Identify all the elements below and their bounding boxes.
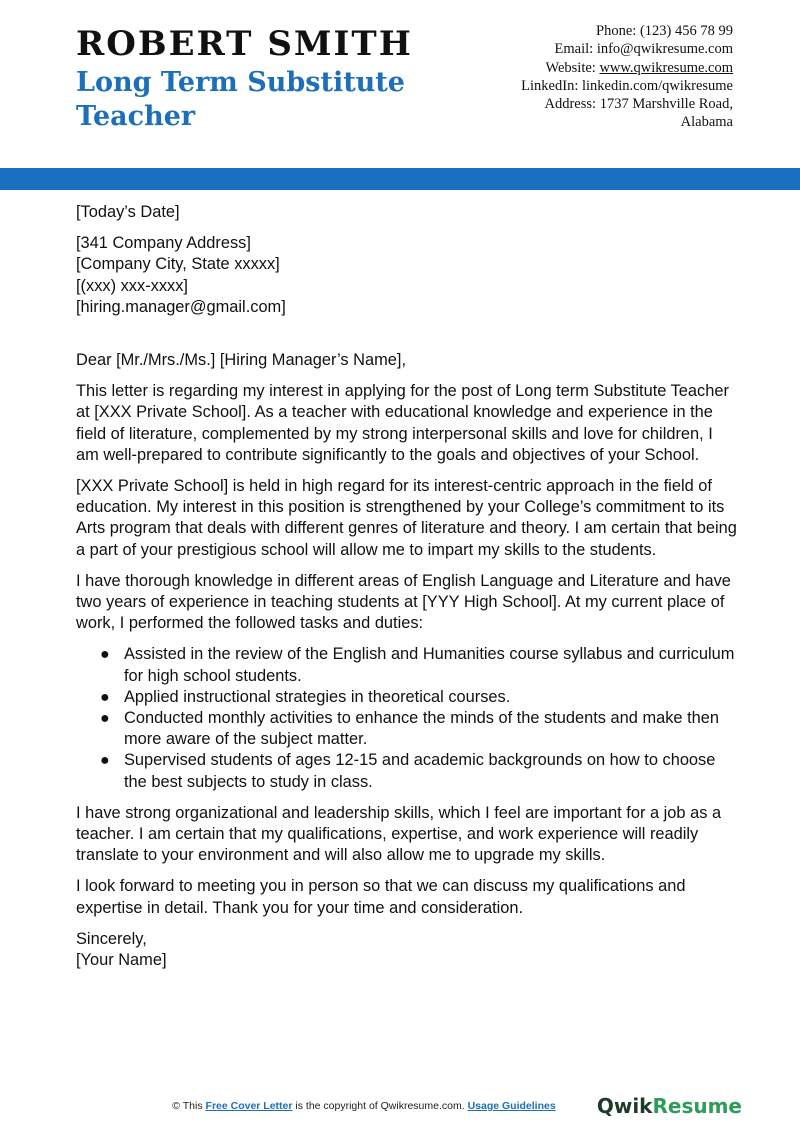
list-item-text: Supervised students of ages 12-15 and academic backgrounds on how to choose the best subjects to study in class. xyxy=(124,751,716,791)
usage-guidelines-link[interactable]: Usage Guidelines xyxy=(467,1100,556,1112)
page-footer xyxy=(0,1096,800,1120)
closing-paragraph: I have strong organizational and leadership skills, which I feel are important for a job as a teacher. I am certain that my qualifications, expertise, and work experience will readily translate to your environment and will also allow me to upgrade my skills. xyxy=(76,803,722,865)
recipient-line: [Company City, State xxxxx] xyxy=(76,255,280,274)
signature-name: [Your Name] xyxy=(76,951,167,970)
sign-off xyxy=(76,929,738,971)
header-divider-bar xyxy=(0,168,800,190)
free-cover-letter-link[interactable]: Free Cover Letter xyxy=(205,1100,293,1112)
body-paragraph: [XXX Private School] is held in high regard for its interest-centric approach in the field of education. My interest in this position is strengthened by your College’s commitment to its Arts program that deals with different genres of literature and theory. I am certain that being a part of your prestigious school will allow me to impart my skills to the students. xyxy=(76,477,737,559)
recipient-line: [hiring.manager@gmail.com] xyxy=(76,297,286,316)
logo-part-qwik: Qwik xyxy=(596,1094,653,1118)
list-item xyxy=(76,750,738,792)
phone-label: Phone: xyxy=(596,23,637,39)
signoff-text: Sincerely, xyxy=(76,929,147,948)
contact-address-line2: Alabama xyxy=(680,114,733,131)
bullet-icon: ● xyxy=(100,710,110,728)
contact-address xyxy=(433,95,733,113)
contact-phone xyxy=(433,22,733,40)
contact-linkedin xyxy=(433,77,733,95)
email-label: Email: xyxy=(554,41,594,58)
website-label: Website: xyxy=(545,59,596,76)
website-link[interactable]: www.qwikresume.com xyxy=(599,59,733,76)
list-item-text: Conducted monthly activities to enhance the minds of the students and make then more aware of the subject matter. xyxy=(124,709,719,749)
contact-email xyxy=(433,40,733,58)
salutation: Dear [Mr./Mrs./Ms.] [Hiring Manager’s Name], xyxy=(76,351,407,370)
list-item xyxy=(76,708,738,750)
bullet-icon: ● xyxy=(100,688,110,706)
copyright-prefix: © This xyxy=(172,1100,203,1112)
closing-paragraph: I look forward to meeting you in person so that we can discuss my qualifications and expertise in detail. Thank you for your time and consideration. xyxy=(76,877,686,917)
list-item xyxy=(76,687,738,708)
phone-value: (123) 456 78 99 xyxy=(639,23,733,39)
job-title: Long Term Substitute Teacher xyxy=(76,67,405,132)
list-item-text: Applied instructional strategies in theoretical courses. xyxy=(124,687,511,706)
contact-block xyxy=(433,22,733,132)
duties-list xyxy=(76,644,738,792)
bullet-icon: ● xyxy=(100,752,110,770)
recipient-line: [(xxx) xxx-xxxx] xyxy=(76,276,188,295)
address-line1: 1737 Marshville Road, xyxy=(599,96,733,113)
logo-part-resume: Resume xyxy=(652,1094,742,1118)
letter-body xyxy=(76,202,738,971)
list-item-text: Assisted in the review of the English and Humanities course syllabus and curriculum for high school students. xyxy=(124,645,735,685)
linkedin-value[interactable]: linkedin.com/qwikresume xyxy=(581,77,733,94)
recipient-line: [341 Company Address] xyxy=(76,234,251,253)
email-value[interactable]: info@qwikresume.com xyxy=(596,41,733,58)
qwikresume-logo[interactable] xyxy=(597,1094,742,1118)
candidate-name: ROBERT SMITH xyxy=(76,24,413,64)
body-paragraph: I have thorough knowledge in different areas of English Language and Literature and have two years of experience in teaching students at [YYY High School]. At my current place of work, I performed the followed tasks and duties: xyxy=(76,571,731,633)
contact-website xyxy=(433,59,733,77)
copyright-text: is the copyright of Qwikresume.com. xyxy=(295,1100,465,1112)
letter-date: [Today’s Date] xyxy=(76,203,180,221)
recipient-address xyxy=(76,233,738,318)
bullet-icon: ● xyxy=(100,646,110,664)
list-item xyxy=(76,644,738,686)
body-paragraph: This letter is regarding my interest in applying for the post of Long term Substitute Teacher at [XXX Private School]. As a teacher with educational knowledge and experience in the field of literature, complemented by my strong interpersonal skills and love for children, I am well-prepared to contribute significantly to the goals and objectives of your School. xyxy=(76,382,729,464)
address-label: Address: xyxy=(544,96,597,113)
resume-header xyxy=(0,0,800,170)
linkedin-label: LinkedIn: xyxy=(521,77,579,94)
